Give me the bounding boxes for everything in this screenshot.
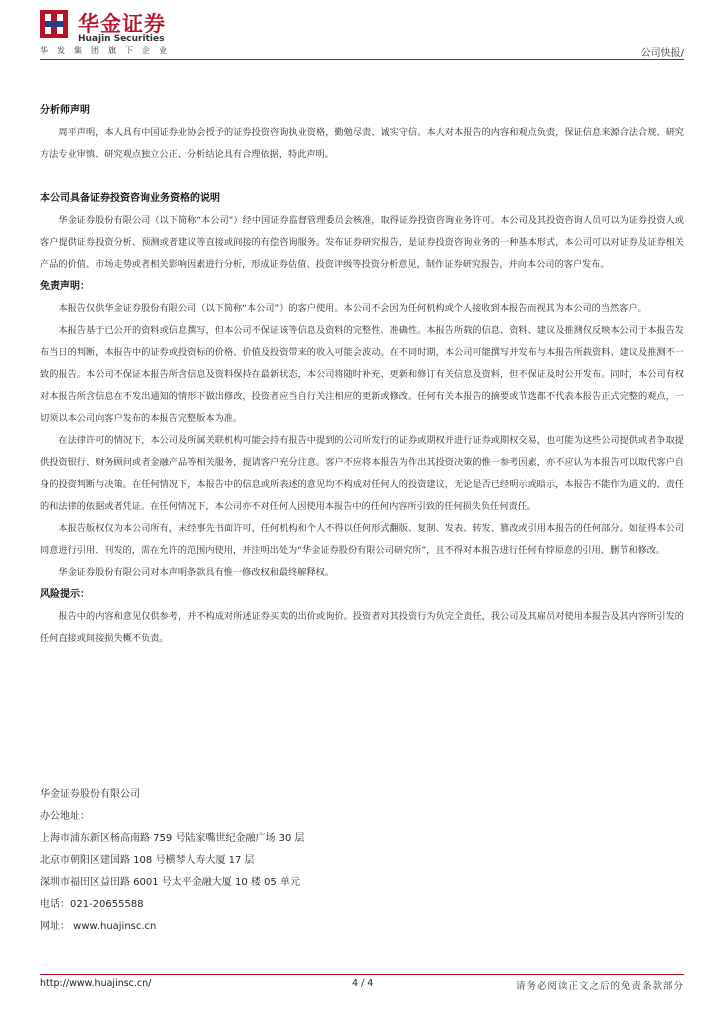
license-text: 华金证券股份有限公司（以下简称“本公司”）经中国证券监督管理委员会核准，取得证券投资咨询业务许可。本公司及其投资咨询人员可以为证券投资人或客户提供证券投资分析、预测或者建议等直接或间接的有偿咨询服务。发布证券研究报告，是证券投资咨询业务的一种基本形式，本公司可以对证券及证券相关产品的价值、市场走势或者相关影响因素进行分析，形成证券估值、投资评级等投资分析意见，制作证券研究报告，并向本公司的客户发布。 (40, 215, 684, 270)
address-shenzhen: 深圳市福田区益田路 6001 号太平金融大厦 10 楼 05 单元 (40, 877, 300, 888)
footer-note: 请务必阅读正文之后的免责条款部分 (515, 981, 684, 992)
header-slogan: 华发集团旗下企业 (40, 46, 176, 55)
disclaimer-title: 免责声明： (40, 281, 90, 292)
report-type-label: 公司快报/ (640, 48, 684, 59)
page-header (40, 10, 684, 64)
footer-divider (40, 974, 684, 975)
risk-text: 报告中的内容和意见仅供参考，并不构成对所述证券买卖的出价或询价。投资者对其投资行为负完全责任，我公司及其雇员对使用本报告及其内容所引发的任何直接或间接损失概不负责。 (40, 611, 684, 644)
logo-text-cn: 华金证券 (78, 12, 166, 36)
contact-info (40, 784, 305, 938)
company-name: 华金证券股份有限公司 (40, 789, 140, 800)
phone-number: 电话：021-20655588 (40, 899, 144, 910)
page-number: 4 / 4 (352, 978, 374, 989)
analyst-statement-title: 分析师声明 (40, 105, 90, 116)
disclaimer-paragraph: 华金证券股份有限公司对本声明条款具有惟一修改权和最终解释权。 (58, 567, 335, 578)
logo-text-en: Huajin Securities (78, 34, 165, 44)
risk-title: 风险提示： (40, 589, 90, 600)
analyst-statement-text: 周平声明，本人具有中国证券业协会授予的证券投资咨询执业资格，勤勉尽责、诚实守信。本人对本报告的内容和观点负责，保证信息来源合法合规、研究方法专业审慎、研究观点独立公正、分析结论具有合理依据，特此声明。 (40, 127, 684, 160)
disclaimer-paragraph: 在法律许可的情况下，本公司及所属关联机构可能会持有报告中提到的公司所发行的证券或期权并进行证券或期权交易，也可能为这些公司提供或者争取提供投资银行、财务顾问或者金融产品等相关服务，提请客户充分注意。客户不应将本报告为作出其投资决策的惟一参考因素，亦不应认为本报告可以取代客户自身的投资判断与决策。在任何情况下，本报告中的信息或所表述的意见均不构成对任何人的投资建议，无论是否已经明示或暗示，本报告不能作为道义的、责任的和法律的依据或者凭证。在任何情况下，本公司亦不对任何人因使用本报告中的任何内容所引致的任何损失负任何责任。 (40, 435, 684, 512)
license-title: 本公司具备证券投资咨询业务资格的说明 (40, 193, 220, 204)
disclaimer-paragraph: 本报告版权仅为本公司所有，未经事先书面许可，任何机构和个人不得以任何形式翻版、复制、发表、转发、篡改或引用本报告的任何部分。如征得本公司同意进行引用、刊发的，需在允许的范围内使用，并注明出处为“华金证券股份有限公司研究所”，且不得对本报告进行任何有悖原意的引用、删节和修改。 (40, 523, 684, 556)
address-shanghai: 上海市浦东新区杨高南路 759 号陆家嘴世纪金融广场 30 层 (40, 833, 305, 844)
disclaimer-paragraph: 本报告基于已公开的资料或信息撰写，但本公司不保证该等信息及资料的完整性、准确性。本报告所载的信息、资料、建议及推测仅反映本公司于本报告发布当日的判断，本报告中的证券或投资标的价格、价值及投资带来的收入可能会波动。在不同时期，本公司可能撰写并发布与本报告所载资料、建议及推测不一致的报告。本公司不保证本报告所含信息及资料保持在最新状态，本公司将随时补充、更新和修订有关信息及资料，但不保证及时公开发布。同时，本公司有权对本报告所含信息在不发出通知的情形下做出修改，投资者应当自行关注相应的更新或修改。任何有关本报告的摘要或节选都不代表本报告正式完整的观点，一切须以本公司向客户发布的本报告完整版本为准。 (40, 325, 684, 424)
footer-url-link[interactable]: http://www.huajinsc.cn/ (40, 978, 152, 989)
disclosure-body (40, 100, 684, 650)
address-beijing: 北京市朝阳区建国路 108 号横琴人寿大厦 17 层 (40, 855, 255, 866)
address-label: 办公地址： (40, 811, 90, 822)
header-divider (40, 59, 684, 60)
huajin-logo-icon (40, 10, 68, 38)
website: 网址： www.huajinsc.cn (40, 921, 157, 932)
disclaimer-paragraph: 本报告仅供华金证券股份有限公司（以下简称“本公司”）的客户使用。本公司不会因为任何机构或个人接收到本报告而视其为本公司的当然客户。 (58, 303, 647, 314)
